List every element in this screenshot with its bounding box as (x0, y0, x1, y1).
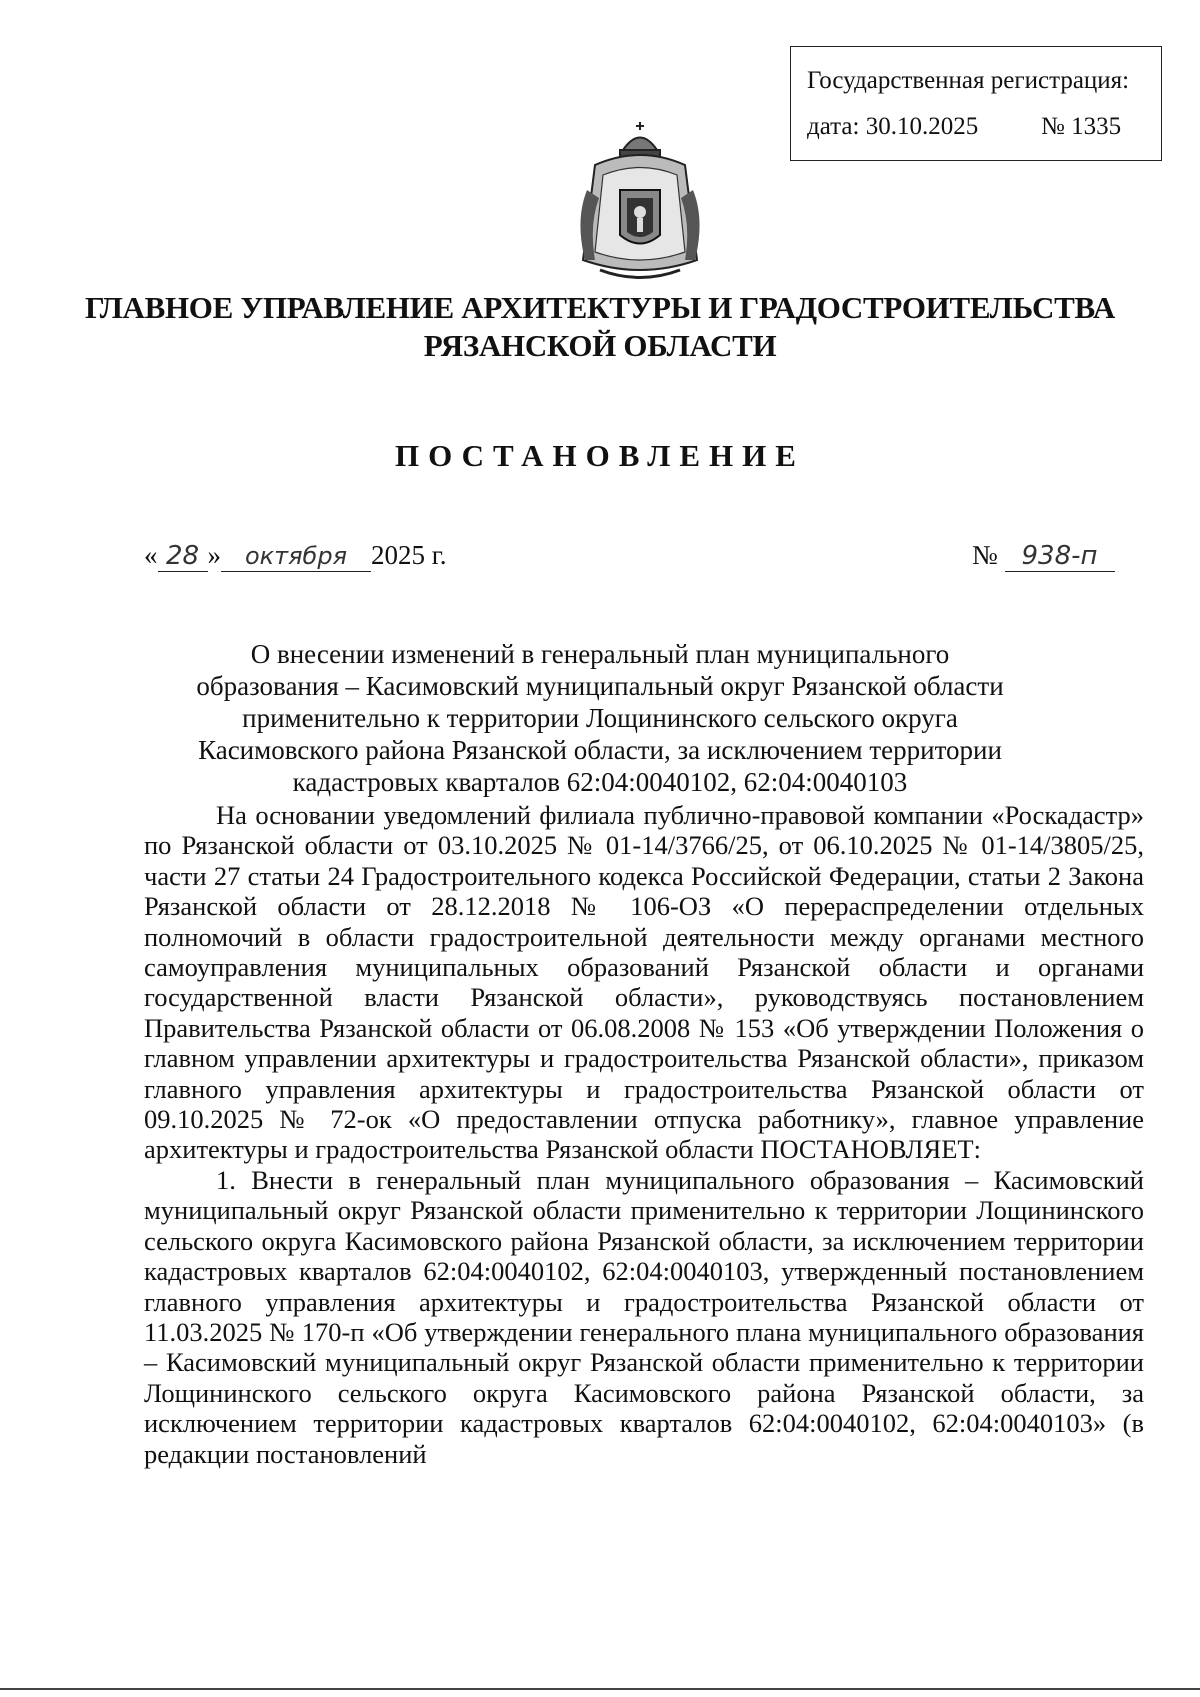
subject-line: Касимовского района Рязанской области, за исключением территории (198, 735, 1002, 765)
organization-name-line2: РЯЗАНСКОЙ ОБЛАСТИ (423, 328, 777, 363)
handwritten-number: 938-п (1005, 541, 1115, 572)
page-bottom-edge (0, 1688, 1200, 1690)
subject-line: кадастровых кварталов 62:04:0040102, 62:04:0040103 (292, 767, 908, 797)
subject-line: образования – Касимовский муниципальный округ Рязанской области (196, 671, 1004, 701)
body-paragraph: На основании уведомлений филиала публично-правовой компании «Роскадастр» по Рязанской области от 03.10.2025 № 01-14/3766/25, от 06.10.2025 № 01-14/3805/25, части 27 статьи 24 Градостроительного кодекса Российской Федерации, статьи 2 Закона Рязанской области от 28.12.2018 № 106-ОЗ «О перераспределении отдельных полномочий в области градостроительной деятельности между органами местного самоуправления муниципальных образований Рязанской области и органами государственной власти Рязанской области», руководствуясь постановлением Правительства Рязанской области от 06.08.2008 № 153 «Об утверждении Положения о главном управлении архитектуры и градостроительства Рязанской области», приказом главного управления архитектуры и градостроительства Рязанской области от 09.10.2025 № 72-ок «О предоставлении отпуска работнику», главное управление архитектуры и градостроительства Рязанской области ПОСТАНОВЛЯЕТ: (144, 800, 1144, 1165)
document-date (144, 540, 447, 572)
date-close-quote: » (207, 540, 221, 570)
date-year: 2025 г. (371, 540, 447, 570)
registration-number: № 1335 (1041, 113, 1122, 140)
subject-line: применительно к территории Лощининского сельского округа (242, 703, 958, 733)
date-open-quote: « (144, 540, 158, 570)
handwritten-day: 28 (158, 541, 208, 572)
subject-line: О внесении изменений в генеральный план муниципального (250, 639, 950, 669)
registration-title: Государственная регистрация: (807, 67, 1130, 94)
document-number (972, 540, 1115, 572)
document-subject (120, 638, 1080, 798)
handwritten-month: октября (221, 541, 371, 572)
document-body (144, 800, 1144, 1469)
registration-stamp (790, 46, 1162, 161)
number-prefix: № (972, 540, 998, 570)
organization-name-line1: ГЛАВНОЕ УПРАВЛЕНИЕ АРХИТЕКТУРЫ И ГРАДОСТРОИТЕЛЬСТВА (84, 290, 1115, 325)
document-type-heading: ПОСТАНОВЛЕНИЕ (395, 438, 805, 473)
body-paragraph: 1. Внести в генеральный план муниципального образования – Касимовский муниципальный округ Рязанской области применительно к территории Лощининского сельского округа Касимовского района Рязанской области, за исключением территории кадастровых кварталов 62:04:0040102, 62:04:0040103, утвержденный постановлением главного управления архитектуры и градостроительства Рязанской области от 11.03.2025 № 170-п «Об утверждении генерального плана муниципального образования – Касимовский муниципальный округ Рязанской области применительно к территории Лощининского сельского округа Касимовского района Рязанской области, за исключением территории кадастровых кварталов 62:04:0040102, 62:04:0040103» (в редакции постановлений (144, 1164, 1144, 1469)
registration-date: дата: 30.10.2025 (807, 113, 979, 140)
ryazan-coat-of-arms-icon (565, 120, 715, 290)
